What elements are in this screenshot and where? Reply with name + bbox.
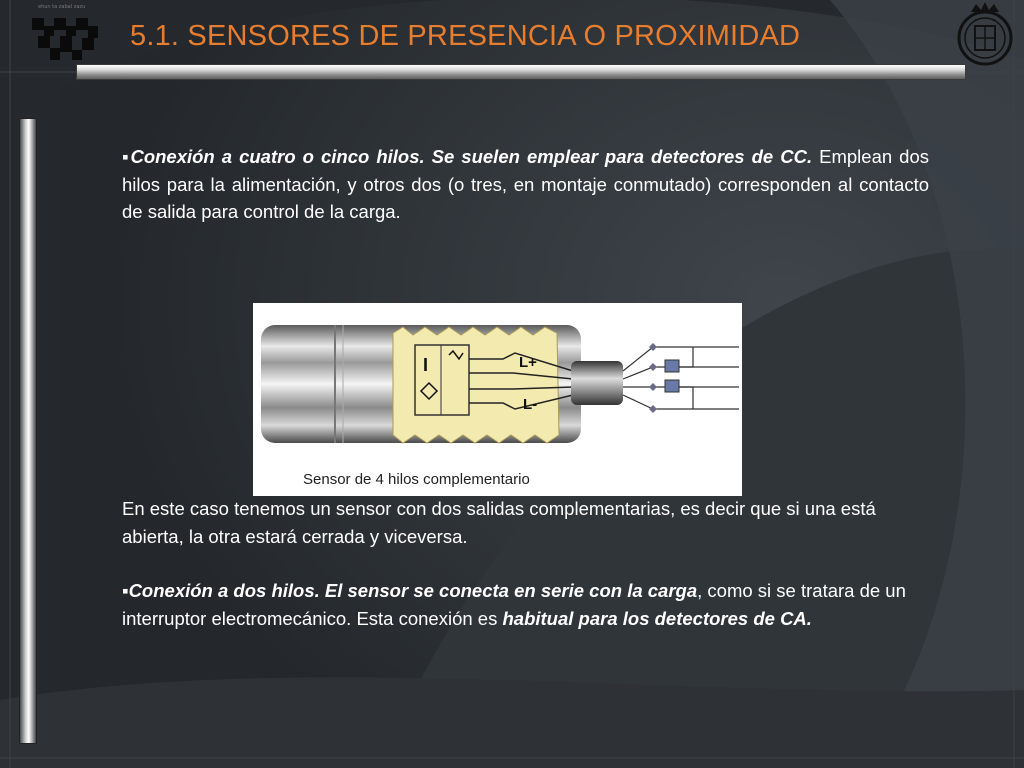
figure-caption: Sensor de 4 hilos complementario (303, 471, 530, 488)
paragraph1-heading: Conexión a cuatro o cinco hilos. Se suelen emplear para detectores de CC. (130, 146, 813, 167)
university-logo-left (30, 4, 102, 66)
bullet-marker: ▪ (122, 580, 129, 601)
side-decorative-bar (19, 118, 37, 744)
logo-tagline: ehun ta zabal zazu (38, 4, 86, 10)
sensor-cable (571, 361, 623, 405)
title-underline-bar (76, 64, 966, 80)
paragraph-complementary-outputs: En este caso tenemos un sensor con dos salidas complementarias, es decir que si una está abierta, la otra estará cerrada y viceversa. (122, 498, 876, 547)
paragraph-two-wire (122, 577, 929, 632)
paragraph3-body: , como si se tratara de un interruptor electromecánico. Esta conexión es (122, 580, 906, 629)
page-title: 5.1. SENSORES DE PRESENCIA O PROXIMIDAD (130, 20, 801, 52)
label-l-plus: L+ (519, 354, 537, 371)
label-i: I (423, 355, 429, 375)
paragraph3-emphasis: habitual para los detectores de CA. (502, 607, 812, 629)
sensor-diagram-figure (253, 303, 742, 496)
bullet-marker: ▪ (122, 146, 131, 167)
crest-logo-right (956, 2, 1014, 68)
paragraph1-body: Emplean dos hilos para la alimentación, y otros dos (o tres, en montaje conmutado) corresponden al contacto de salida para control de la carga. (122, 146, 930, 222)
load-2 (665, 380, 679, 392)
load-1 (665, 360, 679, 372)
sensor-diagram (253, 303, 742, 496)
label-l-minus: L- (523, 396, 538, 413)
paragraph3-heading: Conexión a dos hilos. El sensor se conecta en serie con la carga (128, 580, 698, 601)
paragraph-four-wire (122, 143, 929, 226)
